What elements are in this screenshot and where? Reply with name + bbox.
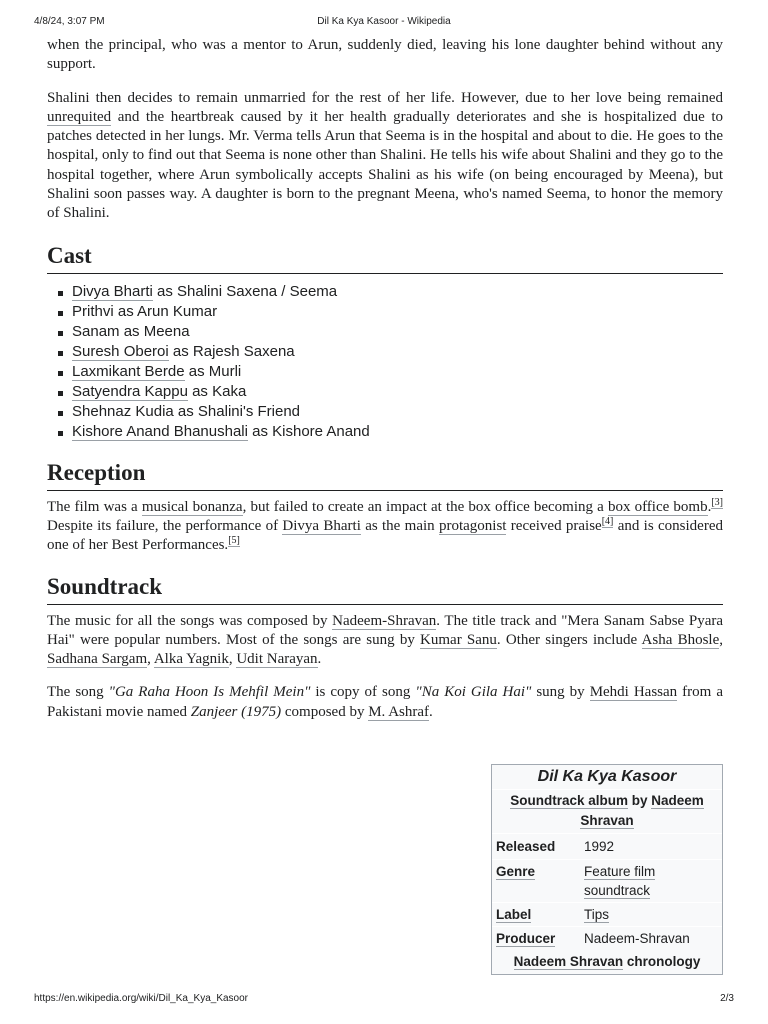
- print-datetime: 4/8/24, 3:07 PM: [34, 16, 105, 27]
- link-unrequited[interactable]: unrequited: [47, 108, 112, 125]
- link-nadeem-shravan[interactable]: Nadeem-Shravan: [332, 612, 437, 629]
- link-musical-bonanza[interactable]: musical bonanza: [141, 498, 243, 515]
- print-page-title: Dil Ka Kya Kasoor - Wikipedia: [317, 16, 451, 27]
- infobox-row-label: [492, 902, 722, 926]
- reference-4[interactable]: [4]: [601, 515, 614, 527]
- link-satyendra-kappu[interactable]: Satyendra Kappu: [72, 382, 188, 400]
- link-asha-bhosle[interactable]: Asha Bhosle: [641, 631, 720, 648]
- article-content: [47, 36, 723, 722]
- link-mehdi-hassan[interactable]: Mehdi Hassan: [589, 684, 678, 701]
- link-feature-film-soundtrack[interactable]: Feature film soundtrack: [584, 864, 656, 898]
- soundtrack-heading: Soundtrack: [47, 573, 723, 605]
- plot-paragraph-1: when the principal, who was a mentor to Arun, suddenly died, leaving his lone daughter behind without any support.: [47, 37, 723, 73]
- link-genre[interactable]: Genre: [496, 864, 536, 879]
- link-kumar-sanu[interactable]: Kumar Sanu: [420, 631, 497, 648]
- link-tips[interactable]: Tips: [584, 907, 610, 922]
- cast-item: Kishore Anand Bhanushali as Kishore Anand: [72, 422, 723, 442]
- link-label[interactable]: Label: [496, 907, 532, 922]
- infobox-value: 1992: [584, 839, 615, 854]
- link-divya-bharti[interactable]: Divya Bharti: [72, 282, 153, 300]
- link-kishore-anand-bhanushali[interactable]: Kishore Anand Bhanushali: [72, 422, 248, 440]
- print-footer: [34, 993, 734, 1007]
- link-m-ashraf[interactable]: M. Ashraf: [368, 703, 430, 720]
- cast-item: Shehnaz Kudia as Shalini's Friend: [72, 402, 723, 422]
- infobox-row-genre: [492, 859, 722, 902]
- cast-item: Laxmikant Berde as Murli: [72, 362, 723, 382]
- link-alka-yagnik[interactable]: Alka Yagnik: [153, 651, 229, 668]
- print-page-number: 2/3: [720, 993, 734, 1004]
- reference-3[interactable]: [3]: [711, 496, 723, 508]
- soundtrack-infobox: [491, 764, 723, 975]
- print-url: https://en.wikipedia.org/wiki/Dil_Ka_Kya_Kasoor: [34, 993, 248, 1004]
- link-udit-narayan[interactable]: Udit Narayan: [236, 651, 318, 668]
- link-infobox-nadeem-shravan[interactable]: Nadeem Shravan: [580, 793, 704, 828]
- infobox-subtitle: Soundtrack album by Nadeem Shravan: [492, 789, 722, 833]
- link-chronology-nadeem-shravan[interactable]: Nadeem Shravan: [513, 954, 624, 969]
- link-suresh-oberoi[interactable]: Suresh Oberoi: [72, 342, 169, 360]
- link-protagonist[interactable]: protagonist: [438, 517, 507, 534]
- infobox-key: Released: [496, 839, 556, 854]
- link-soundtrack-album[interactable]: Soundtrack album: [510, 793, 628, 808]
- link-sadhana-sargam[interactable]: Sadhana Sargam: [47, 651, 148, 668]
- reception-paragraph: The film was a musical bonanza, but failed to create an impact at the box office becoming a box office bomb.[3] Despite its failure, the performance of Divya Bharti as the main protagonist received praise[4] and is considered one of her Best Performances.[5]: [47, 496, 723, 554]
- cast-item: Sanam as Meena: [72, 322, 723, 342]
- reference-5[interactable]: [5]: [228, 535, 240, 547]
- cast-item: Divya Bharti as Shalini Saxena / Seema: [72, 282, 723, 302]
- print-header: [34, 16, 734, 30]
- link-divya-bharti-reception[interactable]: Divya Bharti: [282, 517, 361, 534]
- infobox-title: Dil Ka Kya Kasoor: [537, 768, 677, 785]
- infobox-value: Nadeem-Shravan: [584, 931, 690, 946]
- cast-item: Prithvi as Arun Kumar: [72, 302, 723, 322]
- infobox-row-producer: [492, 926, 722, 950]
- infobox-chronology: Nadeem Shravan chronology: [513, 954, 701, 969]
- cast-heading: Cast: [47, 242, 723, 274]
- soundtrack-paragraph-1: The music for all the songs was composed by Nadeem-Shravan. The title track and "Mera Sanam Sabse Pyara Hai" were popular numbers. Most of the songs are sung by Kumar Sanu. Other singers include Asha Bhosle, Sadhana Sargam, Alka Yagnik, Udit Narayan.: [47, 612, 724, 668]
- cast-list: [47, 282, 723, 442]
- infobox-row-released: [492, 833, 722, 859]
- link-producer[interactable]: Producer: [496, 931, 556, 946]
- link-box-office-bomb[interactable]: box office bomb: [607, 498, 708, 515]
- cast-item: Satyendra Kappu as Kaka: [72, 382, 723, 402]
- cast-item: Suresh Oberoi as Rajesh Saxena: [72, 342, 723, 362]
- reception-heading: Reception: [47, 459, 723, 491]
- link-laxmikant-berde[interactable]: Laxmikant Berde: [72, 362, 185, 380]
- plot-paragraph-2: Shalini then decides to remain unmarried for the rest of her life. However, due to her love being remained unrequited and the heartbreak caused by it her health gradually deteriorates and she is hospitalized due to patches detected in her lungs. Mr. Verma tells Arun that Seema is in the hospital and about to die. He goes to the hospital, only to find out that Seema is none other than Shalini. He tells his wife about Shalini and they go to the hospital together, where Arun symbolically accepts Shalini as his wife (on being encouraged by Meena), but Shalini soon passes way. A daughter is born to the pregnant Meena, who's named Seema, to honor the memory of Shalini.: [47, 89, 723, 222]
- soundtrack-paragraph-2: The song "Ga Raha Hoon Is Mehfil Mein" is copy of song "Na Koi Gila Hai" sung by Mehdi Hassan from a Pakistani movie named Zanjeer (1975) composed by M. Ashraf.: [47, 684, 723, 720]
